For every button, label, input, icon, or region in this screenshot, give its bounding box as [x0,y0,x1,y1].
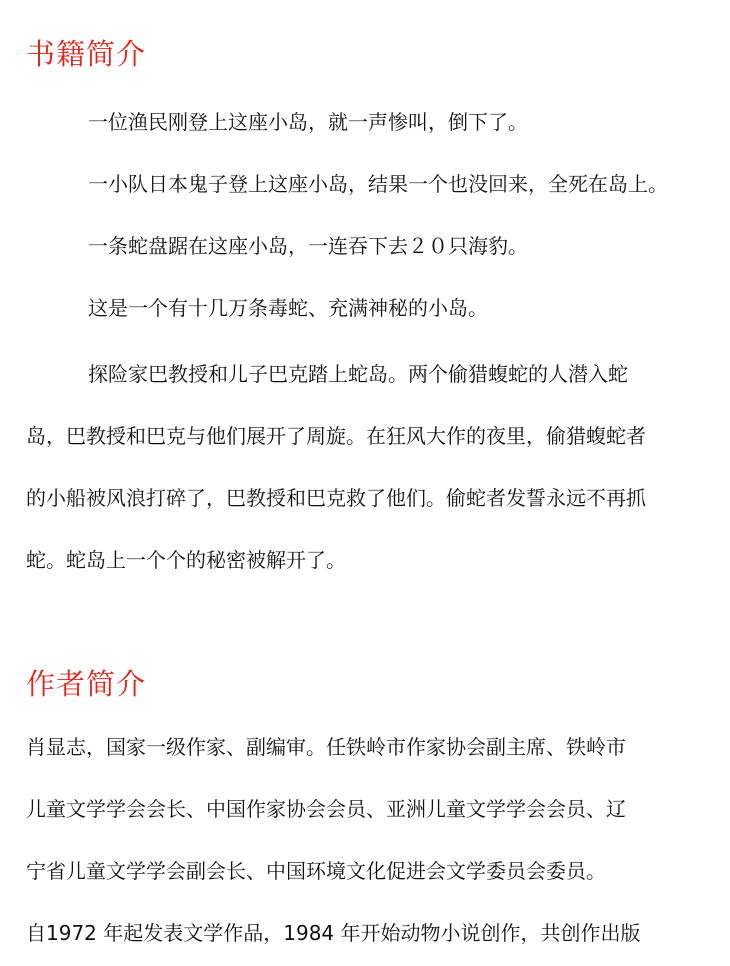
book-intro-paragraph: 这是一个有十几万条毒蛇、充满神秘的小岛。 [88,296,488,320]
paragraph-line: 肖显志，国家一级作家、副编审。任铁岭市作家协会副主席、铁岭市 [26,735,626,759]
paragraph-line: 儿童文学学会会长、中国作家协会会员、亚洲儿童文学学会会员、辽 [26,797,626,821]
paragraph-line: 岛，巴教授和巴克与他们展开了周旋。在狂风大作的夜里，偷猎蝮蛇者 [26,424,646,448]
paragraph-line: 蛇。蛇岛上一个个的秘密被解开了。 [26,548,346,572]
paragraph-line: 探险家巴教授和儿子巴克踏上蛇岛。两个偷猎蝮蛇的人潜入蛇 [88,362,628,386]
book-intro-paragraph: 一条蛇盘踞在这座小岛，一连吞下去２０只海豹。 [88,234,528,258]
author-intro-heading: 作者简介 [26,667,147,701]
paragraph-line: 宁省儿童文学学会副会长、中国环境文化促进会文学委员会委员。 [26,859,606,883]
book-intro-heading: 书籍简介 [26,37,147,71]
paragraph-line: 自1972 年起发表文学作品，1984 年开始动物小说创作，共创作出版 [26,921,641,945]
book-intro-paragraph: 一位渔民刚登上这座小岛，就一声惨叫，倒下了。 [88,110,528,134]
book-intro-paragraph: 一小队日本鬼子登上这座小岛，结果一个也没回来，全死在岛上。 [88,172,668,196]
book-intro-story-paragraph [26,343,716,591]
paragraph-line: 的小船被风浪打碎了，巴教授和巴克救了他们。偷蛇者发誓永远不再抓 [26,486,646,510]
author-intro-paragraph [26,716,716,964]
